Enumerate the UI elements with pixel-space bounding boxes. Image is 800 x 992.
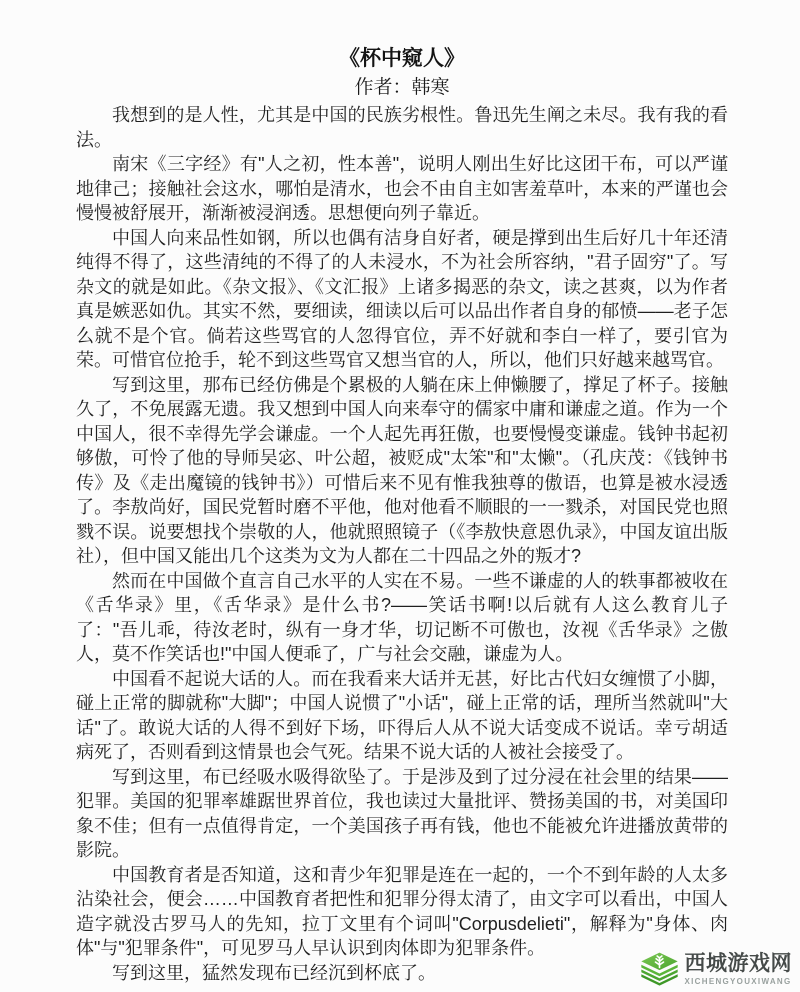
paragraph: 中国人向来品性如钢，所以也偶有洁身自好者，硬是撑到出生后好几十年还清纯得不得了，这些清纯的不得了的人未浸水，不为社会所容纳，"君子固穷"了。写杂文的就是如此。《杂文报》、《文汇报》上诸多揭恶的杂文，读之甚爽，以为作者真是嫉恶如仇。其实不然，要细读，细读以后可以品出作者自身的郁愤——老子怎么就不是个官。倘若这些骂官的人忽得官位，弄不好就和李白一样了，要引官为荣。可惜官位抢手，轮不到这些骂官又想当官的人，所以，他们只好越来越骂官。 — [76, 227, 728, 370]
paragraph: 然而在中国做个直言自己水平的人实在不易。一些不谦虚的人的轶事都被收在《舌华录》里，《舌华录》是什么书?——笑话书啊!以后就有人这么教育儿子了："吾儿乖，待汝老时，纵有一身才华，切记断不可傲也，汝视《舌华录》之傲人，莫不作笑话也!"中国人便乖了，广与社会交融，谦虚为人。 — [76, 570, 728, 664]
essay-body — [76, 103, 728, 985]
essay-author: 作者：韩寒 — [354, 77, 450, 98]
essay-title: 《杯中窥人》 — [339, 47, 465, 70]
wheat-layers-logo-icon — [639, 952, 680, 987]
watermark-text-block — [685, 953, 793, 986]
paragraph: 写到这里，那布已经仿佛是个累极的人躺在床上伸懒腰了，撑足了杯子。接触久了，不免展露无遗。我又想到中国人向来奉守的儒家中庸和谦虚之道。作为一个中国人，很不幸得先学会谦虚。一个人起先再狂傲，也要慢慢变谦虚。钱钟书起初够傲，可怜了他的导师吴宓、叶公超，被贬成"太笨"和"太懒"。（孔庆茂：《钱钟书传》及《走出魔镜的钱钟书》）可惜后来不见有惟我独尊的傲语，也算是被水浸透了。李敖尚好，国民党暂时磨不平他，他对他看不顺眼的一一戮杀，对国民党也照戮不误。说要想找个崇敬的人，他就照照镜子（《李敖快意恩仇录》，中国友谊出版社），但中国又能出几个这类为文为人都在二十四品之外的叛才? — [76, 374, 728, 566]
site-watermark — [639, 952, 793, 987]
watermark-site-name-latin: XICHENGYOUXIWANG — [684, 977, 792, 986]
paragraph: 中国看不起说大话的人。而在我看来大话并无甚，好比古代妇女缠惯了小脚，碰上正常的脚就称"大脚"；中国人说惯了"小话"，碰上正常的话，理所当然就叫"大话"了。敢说大话的人得不到好下场，吓得后人从不说大话变成不说话。幸亏胡适病死了，否则看到这情景也会气死。结果不说大话的人被社会接受了。 — [76, 668, 728, 762]
paragraph: 写到这里，布已经吸水吸得欲坠了。于是涉及到了过分浸在社会里的结果——犯罪。美国的犯罪率雄踞世界首位，我也读过大量批评、赞扬美国的书，对美国印象不佳；但有一点值得肯定，一个美国孩子再有钱，他也不能被允许进播放黄带的影院。 — [76, 766, 728, 860]
paragraph: 中国教育者是否知道，这和青少年犯罪是连在一起的，一个不到年龄的人太多沾染社会，便会……中国教育者把性和犯罪分得太清了，由文字可以看出，中国人造字就没古罗马人的先知，拉丁文里有个词叫"Corpusdelieti"，解释为"身体、肉体"与"犯罪条件"，可见罗马人早认识到肉体即为犯罪条件。 — [76, 864, 728, 958]
paragraph: 南宋《三字经》有"人之初，性本善"，说明人刚出生好比这团干布，可以严谨地律己；接触社会这水，哪怕是清水，也会不由自主如害羞草叶，本来的严谨也会慢慢被舒展开，渐渐被浸润透。思想便向列子靠近。 — [76, 154, 728, 223]
paragraph: 我想到的是人性，尤其是中国的民族劣根性。鲁迅先生阐之未尽。我有我的看法。 — [76, 105, 728, 150]
watermark-site-name: 西城游戏网 — [684, 952, 792, 975]
paragraph: 写到这里，猛然发现布已经沉到杯底了。 — [112, 962, 436, 983]
